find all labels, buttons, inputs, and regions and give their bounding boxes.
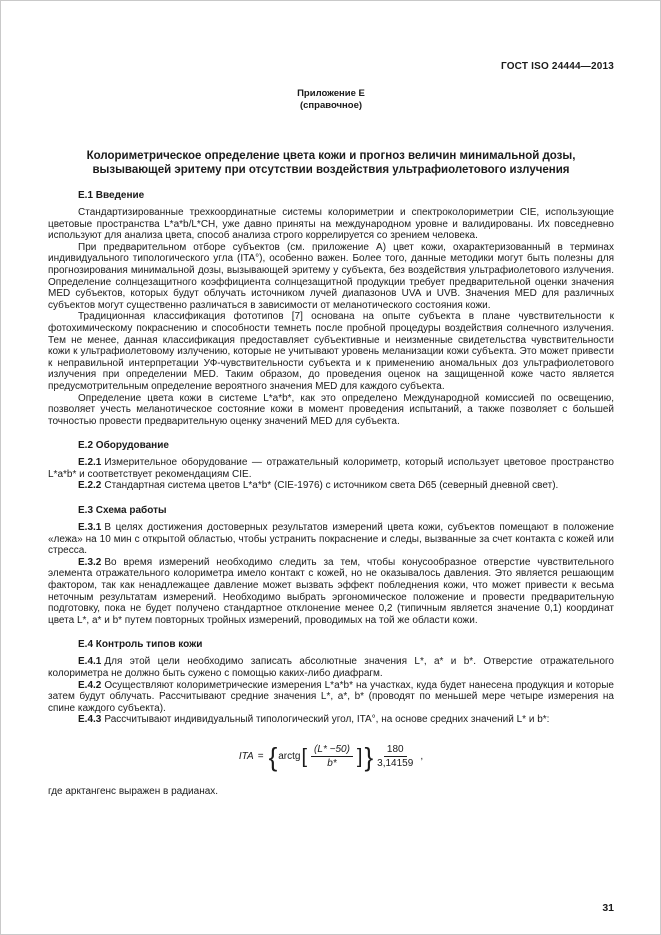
section-heading-e2: Е.2 Оборудование xyxy=(78,440,169,452)
clause-text: Рассчитывают индивидуальный типологический угол, ITA°, на основе средних значений L* и b*: xyxy=(104,714,550,726)
paragraph-e4-1 xyxy=(48,656,614,679)
fraction-denominator: 3,14159 xyxy=(377,758,414,770)
paragraph-e1-4 xyxy=(48,393,614,428)
paragraph-e2-2 xyxy=(48,480,614,492)
formula-punctuation: , xyxy=(420,751,424,763)
section-heading-e4: Е.4 Контроль типов кожи xyxy=(78,639,203,651)
paragraph-text: Традиционная классификация фототипов [7] основана на опыте субъекта в плане чувствительности к фотохимическому покраснению и способности темнеть после пробной процедуры воздействия солнечного излучения. Тем не менее, данная классификация предоставляет субъективные и неизменные свидетельства чувствительности кожи к ультрафиолетовому излучению, которые не учитывают уровень меланизации кожи субъекта. Это может привести к неправильной интерпретации УФ-чувствительности субъекта и к применению аномальных доз ультрафиолетового излучения при определении MED. Таким образом, до проведения оценок на защищенной коже часто является предусмотрительным определение вероятного значения MED для каждого субъекта. xyxy=(48,311,614,392)
paragraph-text: Стандартизированные трехкоординатные системы колориметрии и спектроколориметрии CIE, использующие цветовые пространства L*a*b/L*CH, уже давно приняты на международном уровне и валидированы. Их повседневно используют для анализа цвета, способ анализа строго коррелируется со зрением человека. xyxy=(48,207,614,242)
formula-footnote: где арктангенс выражен в радианах. xyxy=(48,785,219,797)
clause-number: Е.2.1 xyxy=(78,457,102,469)
standard-number: ГОСТ ISO 24444—2013 xyxy=(500,61,614,72)
formula-function: arctg xyxy=(278,751,301,763)
paragraph-e2-1 xyxy=(48,457,614,480)
formula-bracket-close: ] xyxy=(356,745,363,768)
clause-text: В целях достижения достоверных результатов измерений цвета кожи, субъектов помещают в положение «лежа» на 10 мин с открытой областью, чтобы устранить покраснение и следы, вызванные за счет контакта с кожей или стресса. xyxy=(48,522,614,557)
formula-equals: = xyxy=(257,751,264,763)
annex-type: (справочное) xyxy=(299,99,363,111)
paragraph-e3-2 xyxy=(48,557,614,627)
formula-fraction-1 xyxy=(311,744,353,769)
fraction-denominator: b* xyxy=(327,758,337,770)
doc-header xyxy=(48,61,614,72)
clause-text: Стандартная система цветов L*a*b* (CIE-1976) с источником света D65 (северный дневной свет). xyxy=(104,480,559,492)
formula-brace-close: } xyxy=(364,741,374,772)
paragraph-text: Определение цвета кожи в системе L*a*b*, как это определено Международной комиссией по освещению, позволяет учесть меланотическое состояние кожи в момент проведения испытаний, а также позволяет с большей точностью провести предварительную оценку значений MED для субъекта. xyxy=(48,392,614,427)
paragraph-e1-2 xyxy=(48,242,614,312)
paragraph-e1-1 xyxy=(48,207,614,242)
paragraph-e3-1 xyxy=(48,522,614,557)
clause-number: Е.4.2 xyxy=(78,679,102,691)
section-heading-e1: Е.1 Введение xyxy=(78,190,145,201)
clause-number: Е.3.2 xyxy=(78,556,102,568)
page-title: Колориметрическое определение цвета кожи и прогноз величин минимальной дозы, вызывающей эритему при отсутствии воздействия ультрафиолетового излучения xyxy=(86,150,576,176)
annex-name: Приложение Е xyxy=(297,88,365,99)
paragraph-e4-2 xyxy=(48,680,614,715)
clause-text: Осуществляют колориметрические измерения L*a*b* на участках, куда будет нанесена продукция и которые затем будут облучать. Рассчитывают средние значения L*, a*, b* (проводят по меньшей мере четыре измерения на спине каждого субъекта). xyxy=(48,679,614,714)
paragraph-text: При предварительном отборе субъектов (см. приложение А) цвет кожи, охарактеризованный в терминах индивидуального типологического угла (ITA°), особенно важен. Более того, данные методики могут быть полезны для прогнозирования минимальной дозы, вызывающей эритему у субъекта, без воздействия ультрафиолетового излучения. Определение солнцезащитного коэффициента солнцезащитной продукции требует предварительной оценки значения MED субъектов, которых будут облучать источником лучей диапазонов UVA и UVB. Значения MED для различных субъектов могут существенно различаться в зависимости от меланотического состояния кожи. xyxy=(48,241,614,311)
clause-text: Во время измерений необходимо следить за тем, чтобы конусообразное отверстие чувствительного элемента отражательного колориметра имело контакт с кожей, но не оказывалось давления. Это является решающим фактором, так как ненадлежащее давление может вызвать эффект побледнения кожи, что может привести к весьма неточным результатам измерений. Необходимо выбрать эргономическое положение и провести предварительную подготовку, пока не будет получено стандартное отклонение менее 0,2 (типичным является значение 0,1) координат цвета L*, а* и b* путем повторных тройных измерений, проводимых на той же области кожи. xyxy=(48,556,614,626)
paragraph-e4-3 xyxy=(48,714,614,726)
fraction-numerator: (L* −50) xyxy=(311,744,353,757)
ita-formula xyxy=(48,741,614,772)
clause-text: Для этой цели необходимо записать абсолютные значения L*, а* и b*. Отверстие отражательного колориметра не должно быть сужено с помощью каких-либо диафрагм. xyxy=(48,656,614,679)
clause-number: Е.4.3 xyxy=(78,714,102,726)
section-heading-e3: Е.3 Схема работы xyxy=(78,505,167,517)
fraction-numerator: 180 xyxy=(384,744,407,757)
clause-number: Е.4.1 xyxy=(78,656,102,668)
clause-text: Измерительное оборудование — отражательный колориметр, который использует цветовое пространство L*a*b* и соответствует рекомендациям CIE. xyxy=(48,457,614,480)
annex-label xyxy=(48,88,614,111)
paragraph-e1-3 xyxy=(48,311,614,392)
clause-number: Е.3.1 xyxy=(78,522,102,534)
formula-brace-open: { xyxy=(268,741,278,772)
formula-fraction-2 xyxy=(377,744,413,769)
clause-number: Е.2.2 xyxy=(78,480,102,492)
formula-bracket-open: [ xyxy=(301,745,308,768)
formula-variable: ITA xyxy=(238,751,254,763)
page-number: 31 xyxy=(602,902,614,914)
